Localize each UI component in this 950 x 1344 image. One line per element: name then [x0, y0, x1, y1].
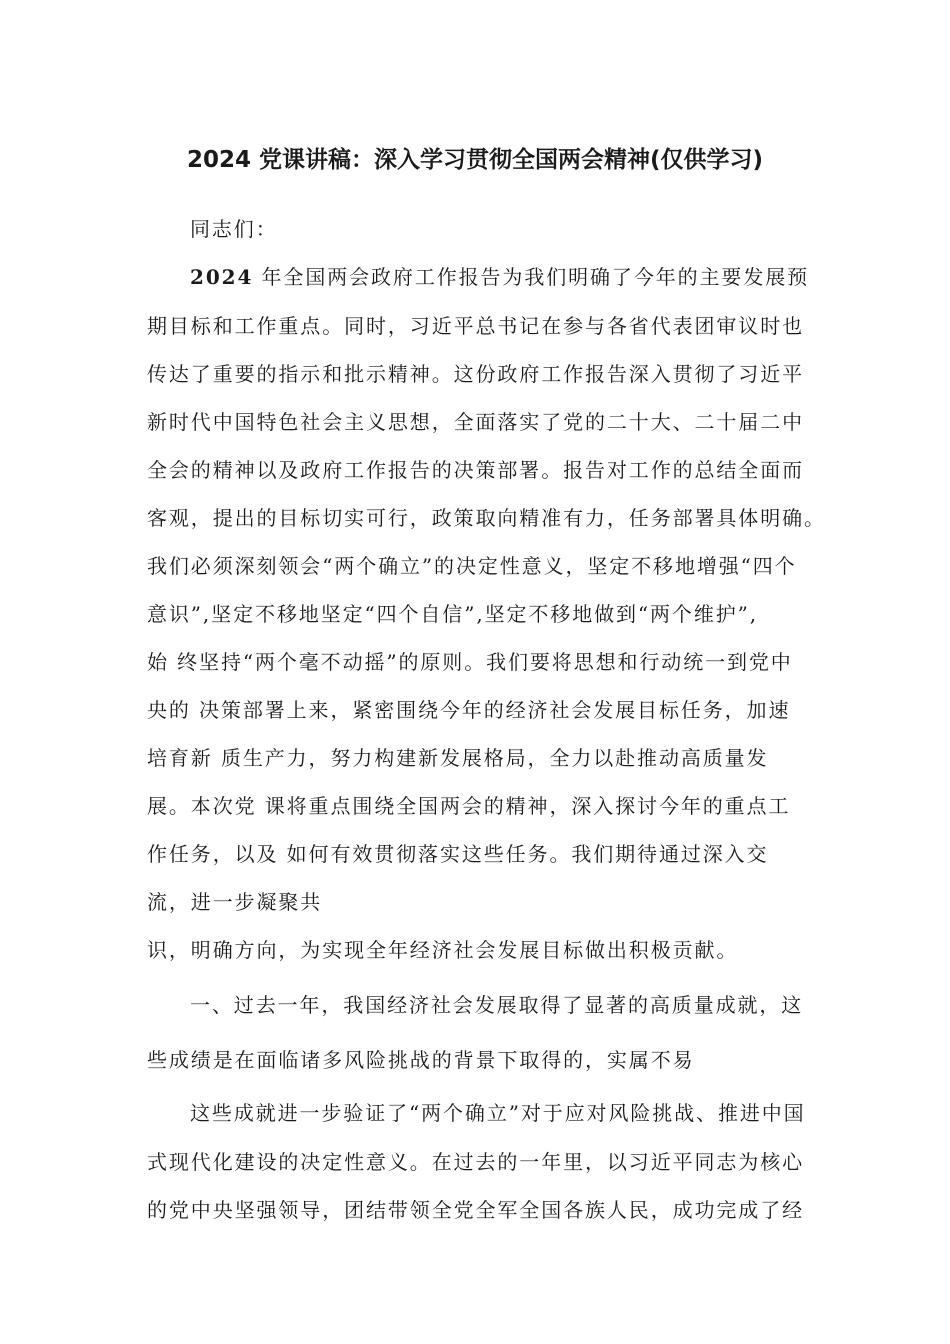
paragraph-line: 我们必须深刻领会“两个确立”的决定性意义，坚定不移地增强“四个	[147, 554, 797, 578]
paragraph-line: 式现代化建设的决定性意义。在过去的一年里，以习近平同志为核心	[147, 1150, 804, 1174]
paragraph-line: 识，明确方向，为实现全年经济社会发展目标做出积极贡献。	[147, 938, 739, 962]
year-text: 2024	[190, 265, 254, 289]
paragraph-line: 作任务，以及 如何有效贯彻落实这些任务。我们期待通过深入交	[147, 842, 769, 866]
paragraph-line: 传达了重要的指示和批示精神。这份政府工作报告深入贯彻了习近平	[147, 362, 804, 386]
paragraph-line: 这些成就进一步验证了“两个确立”对于应对风险挑战、推进中国	[190, 1101, 806, 1125]
paragraph-line: 展。本次党 课将重点围绕全国两会的精神，深入探讨今年的重点工	[147, 794, 791, 818]
document-title: 2024 党课讲稿：深入学习贯彻全国两会精神(仅供学习)	[186, 147, 764, 173]
paragraph-line: 意识”,坚定不移地坚定“四个自信”,坚定不移地做到“两个维护”,	[147, 602, 758, 626]
paragraph-line: 始 终坚持“两个毫不动摇”的原则。我们要将思想和行动统一到党中	[147, 650, 793, 674]
salutation: 同志们：	[190, 217, 278, 241]
section-heading-line: 些成绩是在面临诸多风险挑战的背景下取得的，实属不易	[147, 1048, 695, 1072]
paragraph-line: 新时代中国特色社会主义思想，全面落实了党的二十大、二十届二中	[147, 410, 804, 434]
paragraph-line: 期目标和工作重点。同时，习近平总书记在参与各省代表团审议时也	[147, 314, 804, 338]
paragraph-line: 全会的精神以及政府工作报告的决策部署。报告对工作的总结全面而	[147, 458, 804, 482]
paragraph-line: 央的 决策部署上来，紧密围绕今年的经济社会发展目标任务，加速	[147, 698, 791, 722]
paragraph-line: 流，进一步凝聚共	[147, 890, 323, 914]
paragraph-line	[190, 262, 809, 292]
paragraph-line: 培育新 质生产力，努力构建新发展格局，全力以赴推动高质量发	[147, 746, 769, 770]
paragraph-line: 客观，提出的目标切实可行，政策取向精准有力，任务部署具体明确。	[147, 506, 826, 530]
paragraph-line: 的党中央坚强领导，团结带领全党全军全国各族人民，成功完成了经	[147, 1198, 804, 1222]
section-heading-line: 一、过去一年，我国经济社会发展取得了显著的高质量成就，这	[190, 993, 804, 1017]
paragraph-text: 年全国两会政府工作报告为我们明确了今年的主要发展预	[253, 265, 810, 289]
